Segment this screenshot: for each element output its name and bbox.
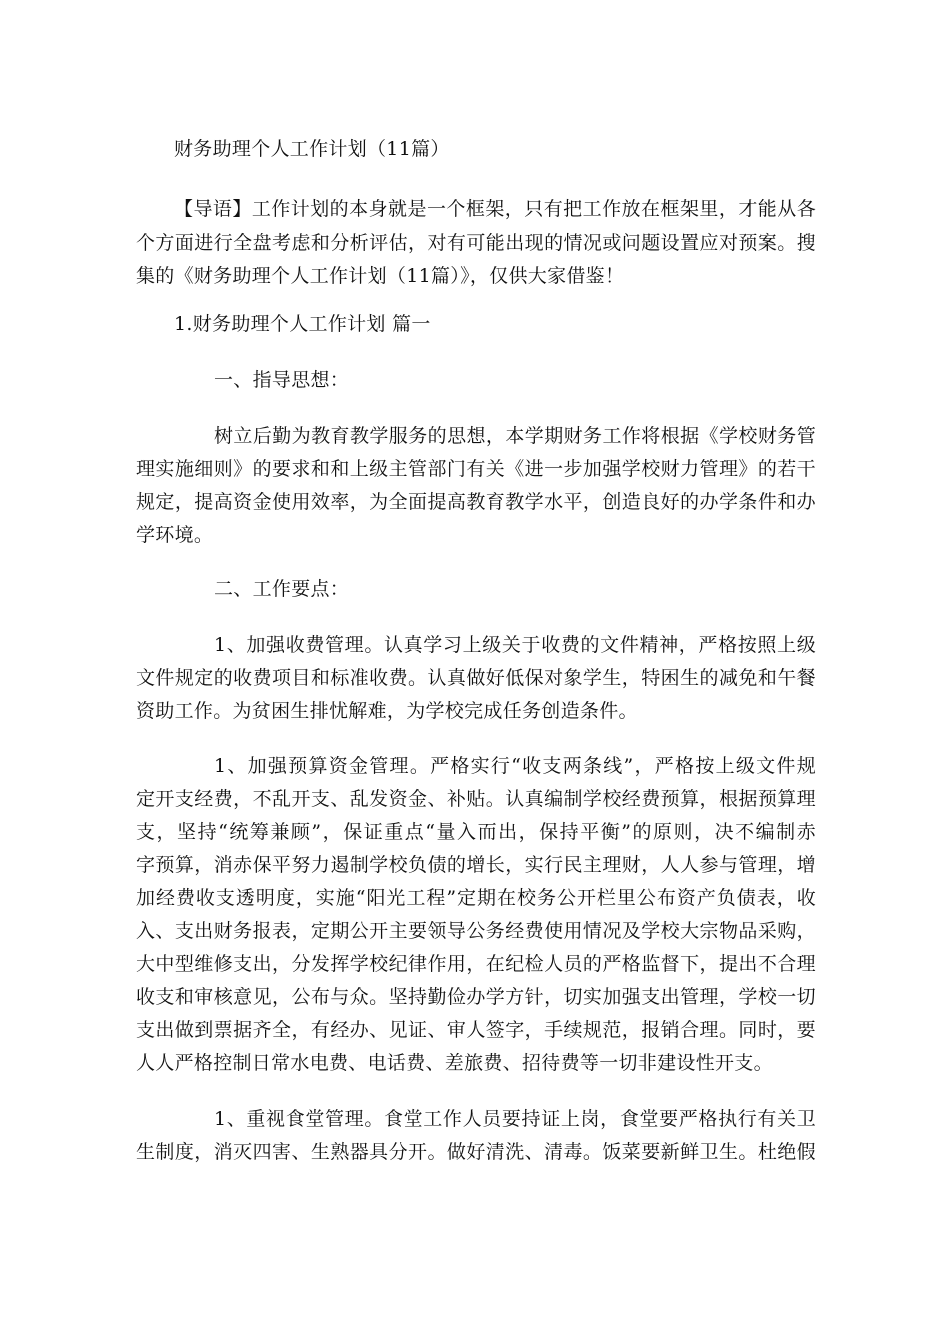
section-heading-1: 1.财务助理个人工作计划 篇一: [174, 313, 431, 335]
point1-line-2: 文件规定的收费项目和标准收费。认真做好低保对象学生，特困生的减免和午餐: [136, 667, 816, 689]
point2-line-5: 加经费收支透明度，实施“阳光工程”定期在校务公开栏里公布资产负债表，收: [136, 887, 816, 909]
point3-line-1: 1、重视食堂管理。食堂工作人员要持证上岗，食堂要严格执行有关卫: [214, 1108, 816, 1130]
point2-line-10: 人人严格控制日常水电费、电话费、差旅费、招待费等一切非建设性开支。: [136, 1052, 773, 1074]
part1-body-line-3: 规定，提高资金使用效率，为全面提高教育教学水平，创造良好的办学条件和办: [136, 491, 816, 513]
document-title: 财务助理个人工作计划（11篇）: [174, 138, 450, 160]
point2-line-7: 大中型维修支出，分发挥学校纪律作用，在纪检人员的严格监督下，提出不合理: [136, 953, 816, 975]
intro-line-2: 个方面进行全盘考虑和分析评估，对有可能出现的情况或问题设置应对预案。搜: [136, 232, 816, 254]
point1-line-1: 1、加强收费管理。认真学习上级关于收费的文件精神，严格按照上级: [214, 634, 816, 656]
point2-line-2: 定开支经费，不乱开支、乱发资金、补贴。认真编制学校经费预算，根据预算理: [136, 788, 816, 810]
part1-body-line-2: 理实施细则》的要求和和上级主管部门有关《进一步加强学校财力管理》的若干: [136, 458, 816, 480]
point2-line-8: 收支和审核意见，公布与众。坚持勤俭办学方针，切实加强支出管理，学校一切: [136, 986, 816, 1008]
point3-line-2: 生制度，消灭四害、生熟器具分开。做好清洗、清毒。饭菜要新鲜卫生。杜绝假: [136, 1141, 816, 1163]
part1-heading: 一、指导思想：: [214, 369, 350, 391]
intro-line-3: 集的《财务助理个人工作计划（11篇）》，仅供大家借鉴！: [136, 265, 625, 287]
point2-line-3: 支，坚持“统筹兼顾”，保证重点“量入而出，保持平衡”的原则，决不编制赤: [136, 821, 816, 843]
point2-line-6: 入、支出财务报表，定期公开主要领导公务经费使用情况及学校大宗物品采购，: [136, 920, 816, 942]
point2-line-9: 支出做到票据齐全，有经办、见证、审人签字，手续规范，报销合理。同时，要: [136, 1019, 816, 1041]
point2-line-1: 1、加强预算资金管理。严格实行“收支两条线”，严格按上级文件规: [214, 755, 816, 777]
intro-line-1: 【导语】工作计划的本身就是一个框架，只有把工作放在框架里，才能从各: [174, 198, 816, 220]
part1-body-line-1: 树立后勤为教育教学服务的思想，本学期财务工作将根据《学校财务管: [214, 425, 816, 447]
part1-body-line-4: 学环境。: [136, 524, 214, 546]
point1-line-3: 资助工作。为贫困生排忧解难，为学校完成任务创造条件。: [136, 700, 638, 722]
point2-line-4: 字预算，消赤保平努力遏制学校负债的增长，实行民主理财，人人参与管理，增: [136, 854, 816, 876]
part2-heading: 二、工作要点：: [214, 578, 350, 600]
